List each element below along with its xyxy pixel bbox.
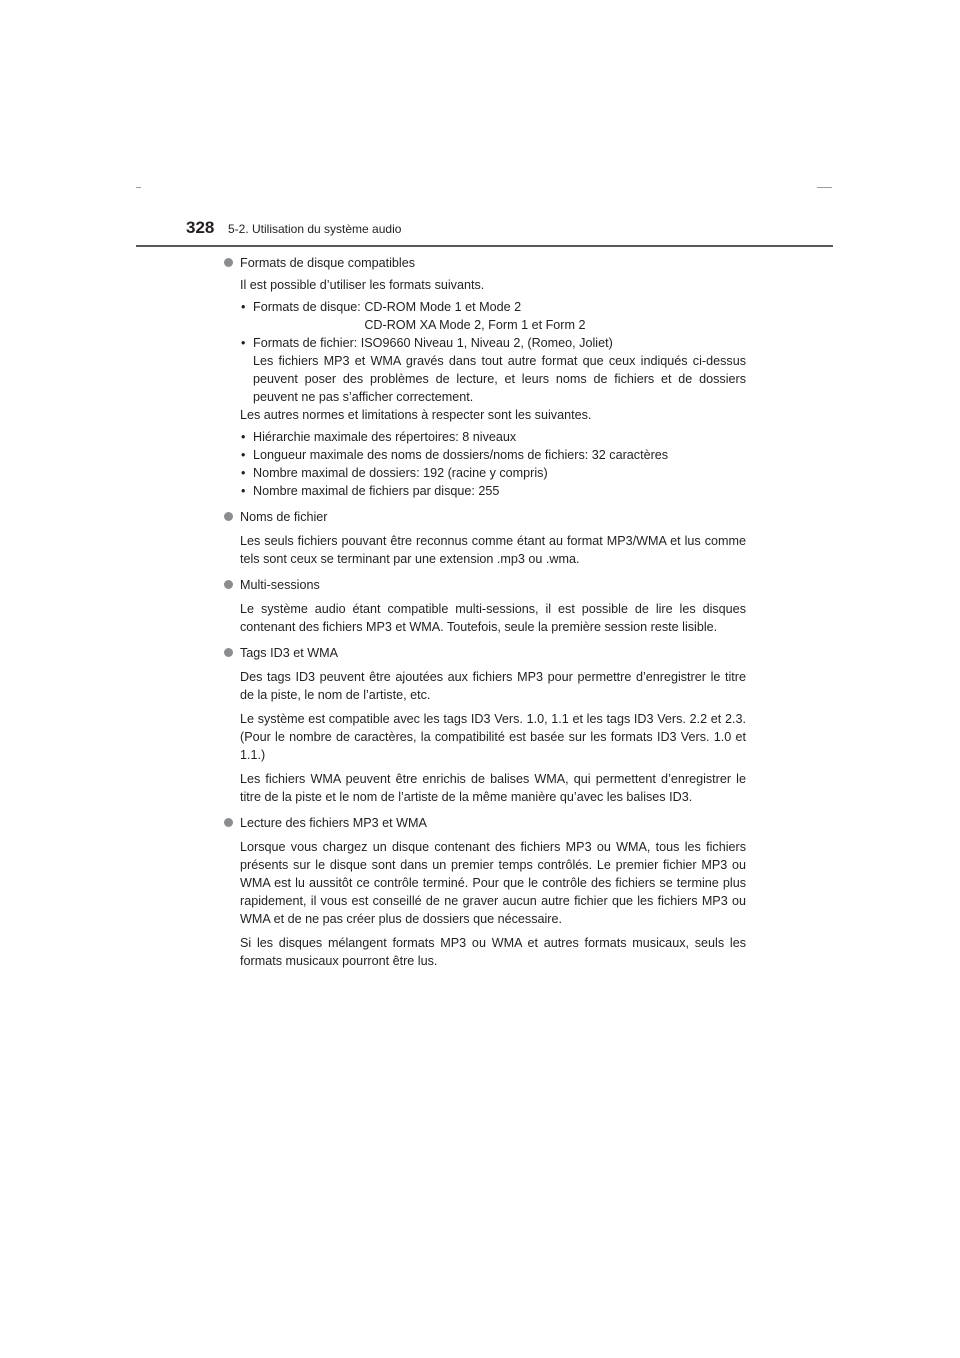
paragraph: Le système audio étant compatible multi-sessions, il est possible de lire les disques contenant des fichiers MP3 et WMA. Toutefois, seule la première session reste lisible. bbox=[240, 602, 746, 634]
topic-title: Multi-sessions bbox=[240, 578, 320, 592]
topic-id3-wma-tags bbox=[222, 644, 746, 662]
crop-mark-left bbox=[136, 187, 141, 188]
paragraph: Il est possible d’utiliser les formats suivants. bbox=[240, 278, 485, 292]
crop-mark-right bbox=[817, 187, 832, 188]
bullet-icon bbox=[224, 818, 233, 827]
page-header bbox=[136, 218, 833, 246]
topic-title: Noms de fichier bbox=[240, 510, 328, 524]
format-list bbox=[240, 298, 746, 406]
disc-formats-label: • Formats de disque: bbox=[253, 300, 361, 314]
topic-file-names bbox=[222, 508, 746, 526]
file-formats-note: Les fichiers MP3 et WMA gravés dans tout autre format que ceux indiqués ci-dessus peuvent poser des problèmes de lecture, et leurs noms de fichiers et de dossiers peuvent ne pas s’afficher correctement. bbox=[253, 354, 746, 404]
list-item: • Hiérarchie maximale des répertoires: 8 niveaux bbox=[240, 428, 746, 446]
list-item: • Longueur maximale des noms de dossiers/noms de fichiers: 32 caractères bbox=[240, 446, 746, 464]
paragraph: Des tags ID3 peuvent être ajoutées aux fichiers MP3 pour permettre d’enregistrer le titre de la piste, le nom de l’artiste, etc. bbox=[240, 670, 746, 702]
section-title: 5-2. Utilisation du système audio bbox=[228, 222, 402, 236]
paragraph: Si les disques mélangent formats MP3 ou WMA et autres formats musicaux, seuls les formats musicaux pourront être lus. bbox=[240, 936, 746, 968]
topic-title: Formats de disque compatibles bbox=[240, 256, 415, 270]
list-item: • Nombre maximal de dossiers: 192 (racine y compris) bbox=[240, 464, 746, 482]
bullet-icon bbox=[224, 258, 233, 267]
page-content bbox=[222, 254, 746, 970]
bullet-icon bbox=[224, 580, 233, 589]
paragraph: Les fichiers WMA peuvent être enrichis de balises WMA, qui permettent d’enregistrer le titre de la piste et le nom de l’artiste de la même manière qu’avec les balises ID3. bbox=[240, 772, 746, 804]
topic-title: Lecture des fichiers MP3 et WMA bbox=[240, 816, 427, 830]
paragraph: Lorsque vous chargez un disque contenant des fichiers MP3 ou WMA, tous les fichiers présents sur le disque sont dans un premier temps contrôlés. Le premier fichier MP3 ou WMA est lu aussitôt ce contrôle terminé. Pour que le contrôle des fichiers se termine plus rapidement, il vous est conseillé de ne graver aucun autre fichier que les fichiers MP3 ou WMA et de ne pas créer plus de dossiers que nécessaire. bbox=[240, 840, 746, 926]
list-item-file-formats: • Formats de fichier: ISO9660 Niveau 1, Niveau 2, (Romeo, Joliet) Les fichiers MP3 et WMA gravés dans tout autre format que ceux indiqués ci-dessus peuvent poser des problèmes de lecture, et leurs noms de fichiers et de dossiers peuvent ne pas s’afficher correctement. bbox=[240, 334, 746, 406]
disc-format-value: CD-ROM XA Mode 2, Form 1 et Form 2 bbox=[364, 318, 586, 332]
topic-title: Tags ID3 et WMA bbox=[240, 646, 338, 660]
topic-multi-sessions bbox=[222, 576, 746, 594]
paragraph: Les autres normes et limitations à respecter sont les suivantes. bbox=[240, 408, 592, 422]
limits-list bbox=[240, 428, 746, 500]
bullet-icon bbox=[224, 512, 233, 521]
bullet-icon bbox=[224, 648, 233, 657]
list-item-disc-formats bbox=[240, 298, 746, 334]
list-item: • Nombre maximal de fichiers par disque: 255 bbox=[240, 482, 746, 500]
topic-disc-formats bbox=[222, 254, 746, 272]
topic-mp3-wma-playback bbox=[222, 814, 746, 832]
paragraph: Le système est compatible avec les tags ID3 Vers. 1.0, 1.1 et les tags ID3 Vers. 2.2 et 2.3. (Pour le nombre de caractères, la compatibilité est basée sur les formats ID3 Vers. 1.0 et 1.1.) bbox=[240, 712, 746, 762]
disc-format-value: CD-ROM Mode 1 et Mode 2 bbox=[364, 300, 522, 314]
page-number: 328 bbox=[186, 218, 215, 237]
header-rule bbox=[136, 245, 833, 247]
paragraph: Les seuls fichiers pouvant être reconnus comme étant au format MP3/WMA et lus comme tels sont ceux se terminant par une extension .mp3 ou .wma. bbox=[240, 534, 746, 566]
